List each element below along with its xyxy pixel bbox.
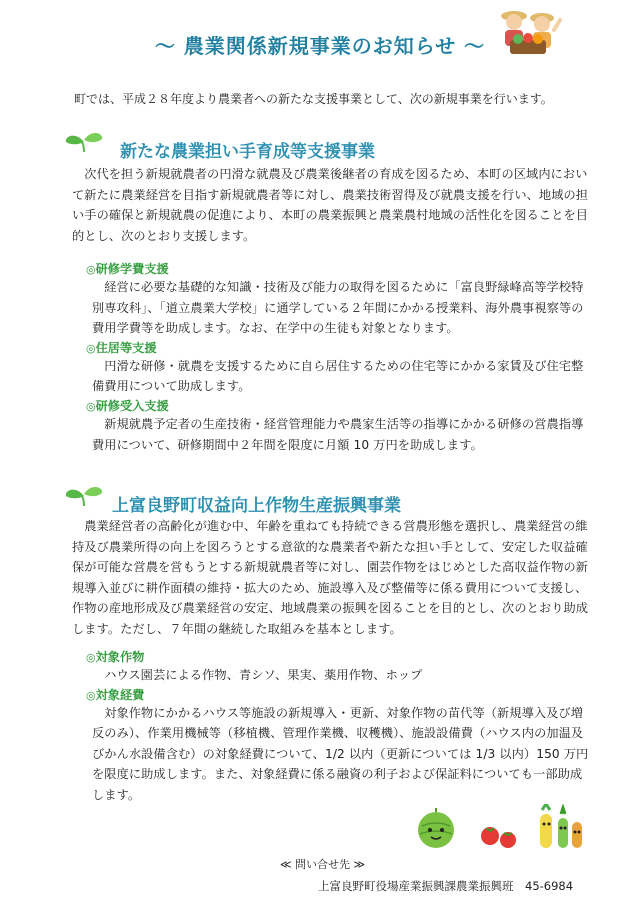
section1-item-label: ◎研修受入支援 (86, 398, 169, 413)
vegetable-characters-icon (532, 804, 586, 854)
leaf-sprout-icon (64, 128, 104, 154)
section1-item-label: ◎住居等支援 (86, 340, 157, 355)
section2-item-label: ◎対象作物 (86, 650, 145, 664)
contact-label: ≪ 問い合せ先 ≫ (280, 858, 366, 871)
section1-heading: 新たな農業担い手育成等支援事業 (120, 142, 375, 162)
section1-body: 次代を担う新規就農者の円滑な就農及び農業後継者の育成を図るため、本町の区域内において新たに農業経営を目指す新規就農者等に対し、農業技術習得及び就農支援を行い、地域の担い手の確保と新規就農の促進により、本町の農業振興と農業農村地域の活性化を図ることを目的とし、次のとおり支援します。 (72, 167, 589, 243)
section2-heading: 上富良野町収益向上作物生産振興事業 (112, 496, 401, 516)
section2-item-label: ◎対象経費 (86, 687, 145, 702)
melon-character-icon (414, 806, 458, 850)
contact-info: 上富良野町役場産業振興課農業振興班 45-6984 (318, 879, 574, 893)
section1-item-text: 経営に必要な基礎的な知識・技術及び能力の取得を図るために「富良野緑峰高等学校特別専攻科」、「道立農業大学校」に通学している２年間にかかる授業料、海外農事視察等の費用学費等を助成します。なお、在学中の生徒も対象となります。 (92, 280, 584, 336)
leaf-sprout-icon (64, 482, 104, 508)
tomato-icon (478, 818, 518, 852)
intro-text: 町では、平成２８年度より農業者への新たな支援事業として、次の新規事業を行います。 (74, 92, 553, 106)
section2-item-text: 対象作物にかかるハウス等施設の新規導入・更新、対象作物の苗代等（新規導入及び増反のみ）、作業用機械等（移植機、管理作業機、収穫機）、施設設備費（ハウス内の加温及びかん水設備含む）の対象経費について、1/2 以内（更新については 1/3 以内）150 万円を限度に助成します。また、対象経費に係る融資の利子および保証料についても一部助成します。 (92, 705, 589, 802)
section1-item-text: 新規就農予定者の生産技術・経営管理能力や農家生活等の指導にかかる研修の営農指導費用について、研修期間中２年間を限度に月額 10 万円を助成します。 (92, 416, 584, 452)
page-title: 〜 農業関係新規事業のお知らせ 〜 (154, 34, 486, 58)
section1-item-text: 円滑な研修・就農を支援するために自ら居住するための住宅等にかかる家賃及び住宅整備費用について助成します。 (92, 358, 584, 394)
section1-item-label: ◎研修学費支援 (86, 262, 169, 276)
section2-body: 農業経営者の高齢化が進む中、年齢を重ねても持続できる営農形態を選択し、農業経営の維持及び農業所得の向上を図ろうとする意欲的な農業者や新たな担い手として、安定した収益確保が可能な営農を営もうとする新規就農者等に対し、園芸作物をはじめとした高収益作物の新規導入並びに耕作面積の維持・拡大のため、施設導入及び整備等に係る費用について支援し、作物の産地形成及び農業経営の安定、地域農業の振興を図ることを目的とし、次のとおり助成します。ただし、７年間の継続した取組みを基本とします。 (72, 519, 589, 636)
section2-item-text: ハウス園芸による作物、青シソ、果実、薬用作物、ホップ (104, 668, 423, 682)
farmers-illustration (496, 6, 562, 58)
